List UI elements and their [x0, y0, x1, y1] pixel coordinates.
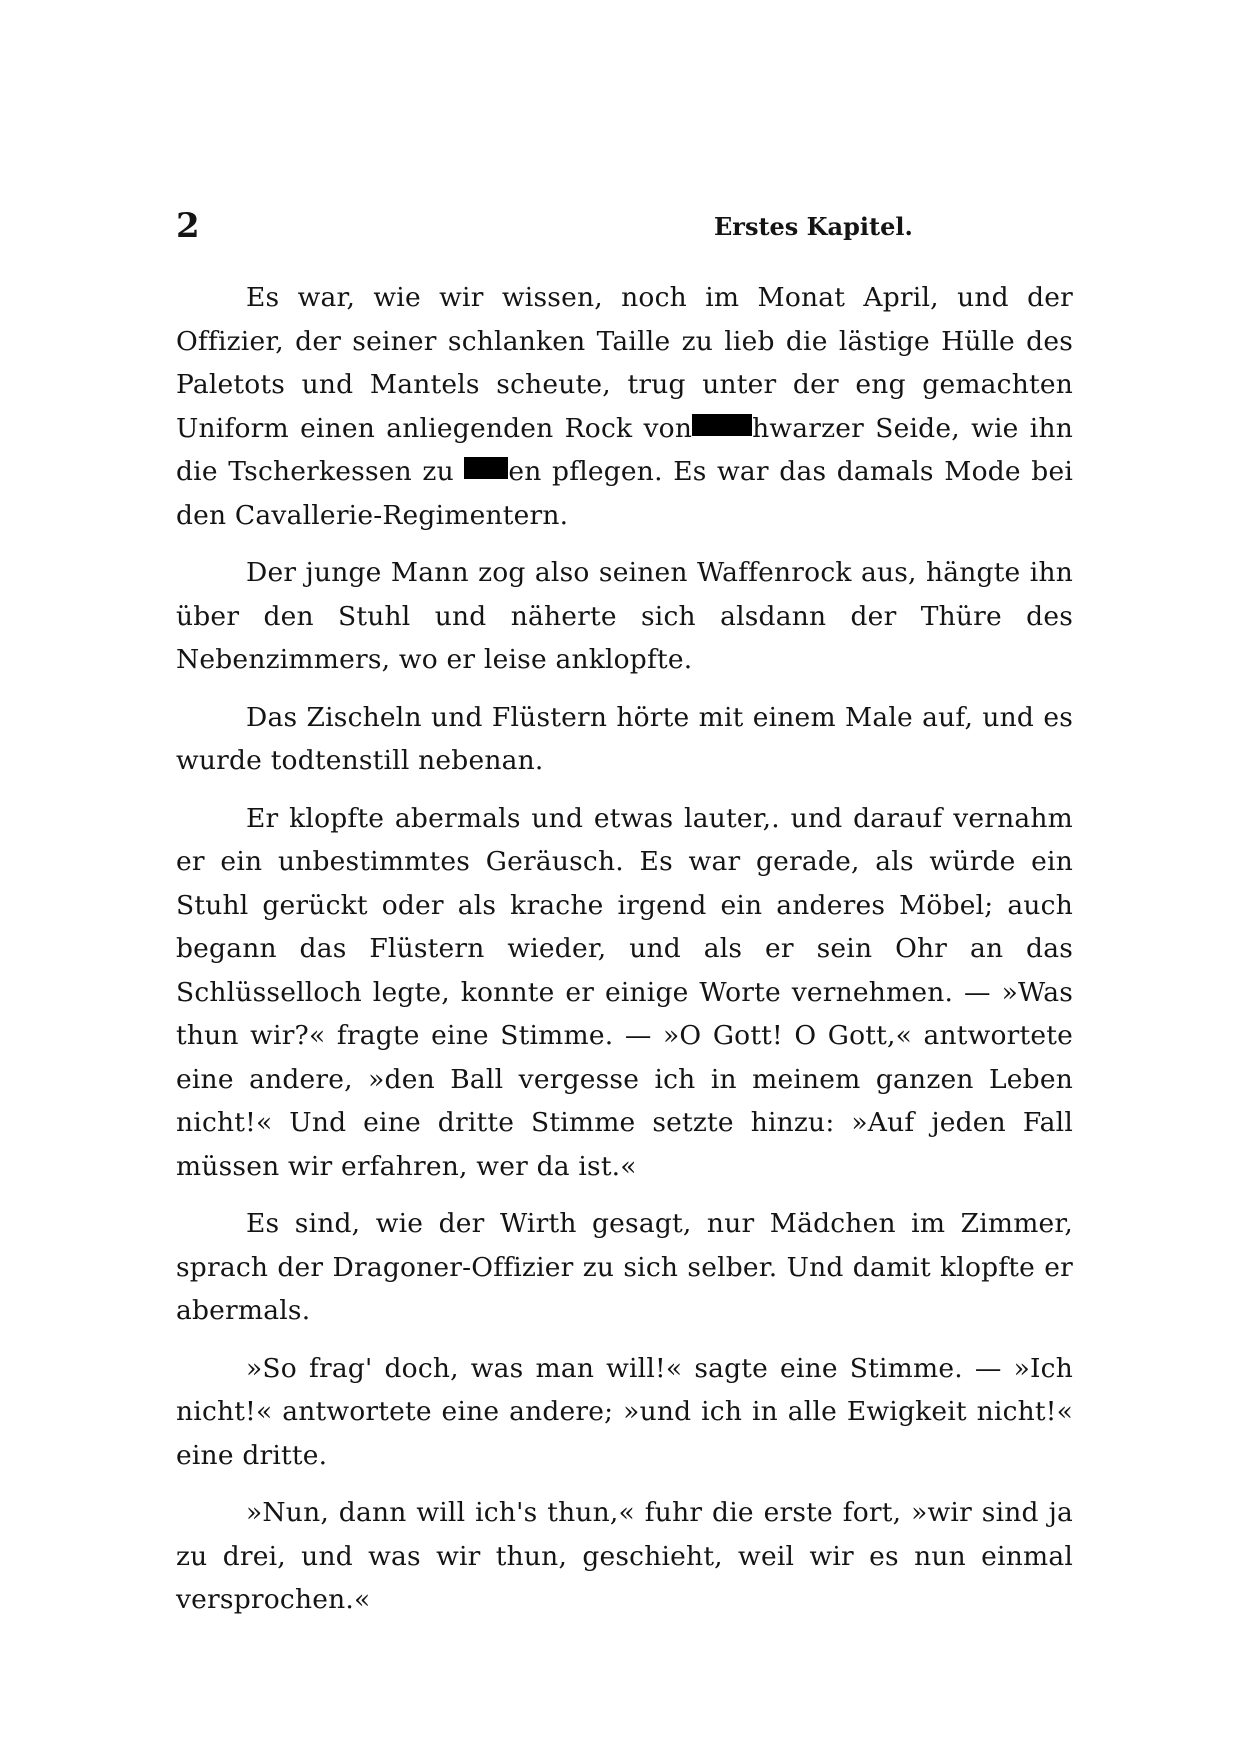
paragraph-7: »Nun, dann will ich's thun,« fuhr die erste fort, »wir sind ja zu drei, und was wir thun, geschieht, weil wir es nun einmal versprochen.«	[176, 1497, 1073, 1615]
body-text	[176, 276, 1073, 1636]
redaction-mark	[464, 457, 508, 479]
paragraph-1	[176, 276, 1073, 537]
paragraph-1-part-1: Es war, wie wir wissen, noch im Monat April, und der Offizier, der seiner schlanken Taille zu lieb die lästige Hülle des Paletots und Mantels scheute, trug unter der eng gemachten Uniform einen anliegenden Rock von	[176, 282, 1073, 444]
paragraph-3: Das Zischeln und Flüstern hörte mit einem Male auf, und es wurde todtenstill nebenan.	[176, 701, 1073, 776]
page-header	[176, 203, 1076, 249]
paragraph-5: Es sind, wie der Wirth gesagt, nur Mädchen im Zimmer, sprach der Dragoner-Offizier zu sich selber. Und damit klopfte er abermals.	[176, 1208, 1073, 1326]
paragraph-1-part-3: en pflegen. Es war das damals Mode bei den Cavallerie-Regimentern.	[176, 456, 1074, 531]
paragraph-6: »So frag' doch, was man will!« sagte eine Stimme. — »Ich nicht!« antwortete eine andere; »und ich in alle Ewigkeit nicht!« eine dritte.	[176, 1352, 1073, 1471]
running-title: Erstes Kapitel.	[714, 212, 913, 241]
page-number: 2	[176, 206, 200, 246]
paragraph-4: Er klopfte abermals und etwas lauter,. und darauf vernahm er ein unbestimmtes Geräusch. Es war gerade, als würde ein Stuhl gerückt oder als krache irgend ein anderes Möbel; auch begann das Flüstern wieder, und als er sein Ohr an das Schlüsselloch legte, konnte er einige Worte vernehmen. — »Was thun wir?« fragte eine Stimme. — »O Gott! O Gott,« antwortete eine andere, »den Ball vergesse ich in meinem ganzen Leben nicht!« Und eine dritte Stimme setzte hinzu: »Auf jeden Fall müssen wir erfahren, wer da ist.«	[176, 802, 1073, 1182]
paragraph-2: Der junge Mann zog also seinen Waffenrock aus, hängte ihn über den Stuhl und näherte sich alsdann der Thüre des Nebenzimmers, wo er leise anklopfte.	[176, 557, 1073, 675]
paragraph-1-part-2: hwarzer Seide, wie ihn die Tscherkessen zu	[176, 412, 1073, 487]
redaction-mark	[692, 414, 752, 436]
